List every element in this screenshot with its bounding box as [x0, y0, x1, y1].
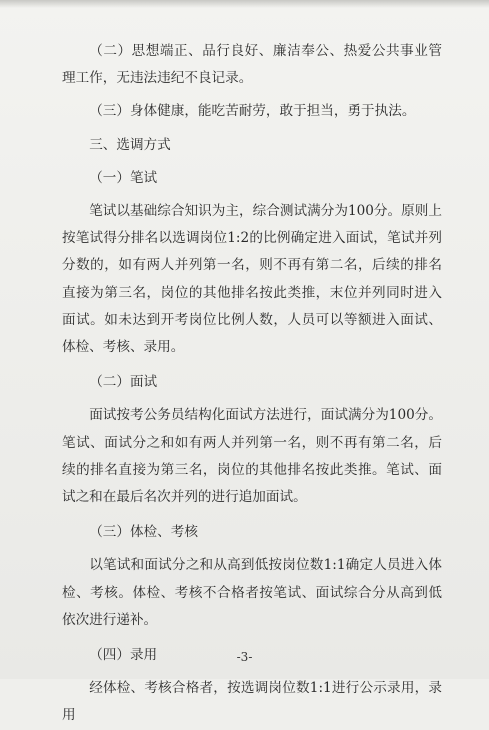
subheading-hiring: （四）录用: [89, 647, 158, 664]
document-body: [62, 38, 442, 730]
paragraph-interview: 面试按考公务员结构化面试方法进行，面试满分为100分。笔试、面试分之和如有两人并列第一名，则不再有第二名，后续的排名直接为第三名，岗位的其他排名按此类推。笔试、面试之和在最后名次并列的进行追加面试。: [62, 407, 442, 506]
paragraph-medical-check: 以笔试和面试分之和从高到低按岗位数1:1确定人员进入体检、考核。体检、考核不合格者按笔试、面试综合分从高到低依次进行递补。: [62, 557, 442, 628]
paragraph-health: （三）身体健康，能吃苦耐劳，敢于担当，勇于执法。: [89, 103, 416, 120]
page-number: -3-: [236, 650, 253, 664]
paragraph-hiring: 经体检、考核合格者，按选调岗位数1:1进行公示录用，录用: [62, 680, 442, 724]
subheading-interview: （二）面试: [89, 374, 158, 391]
subheading-medical-check: （三）体检、考核: [89, 524, 198, 541]
subheading-written-exam: （一）笔试: [89, 169, 158, 186]
paragraph-written-exam: 笔试以基础综合知识为主，综合测试满分为100分。原则上按笔试得分排名以选调岗位1:2的比例确定进入面试，笔试并列分数的，如有两人并列第一名，则不再有第二名，后续的排名直接为第三名，岗位的其他排名按此类推，末位并列同时进入面试。如未达到开考岗位比例人数，人员可以等额进入面试、体检、考核、录用。: [62, 203, 442, 356]
section-heading-selection-method: 三、选调方式: [89, 136, 171, 153]
paragraph-ideology: （二）思想端正、品行良好、廉洁奉公、热爱公共事业管理工作，无违法违纪不良记录。: [62, 43, 442, 87]
scan-top-edge: [0, 0, 489, 8]
